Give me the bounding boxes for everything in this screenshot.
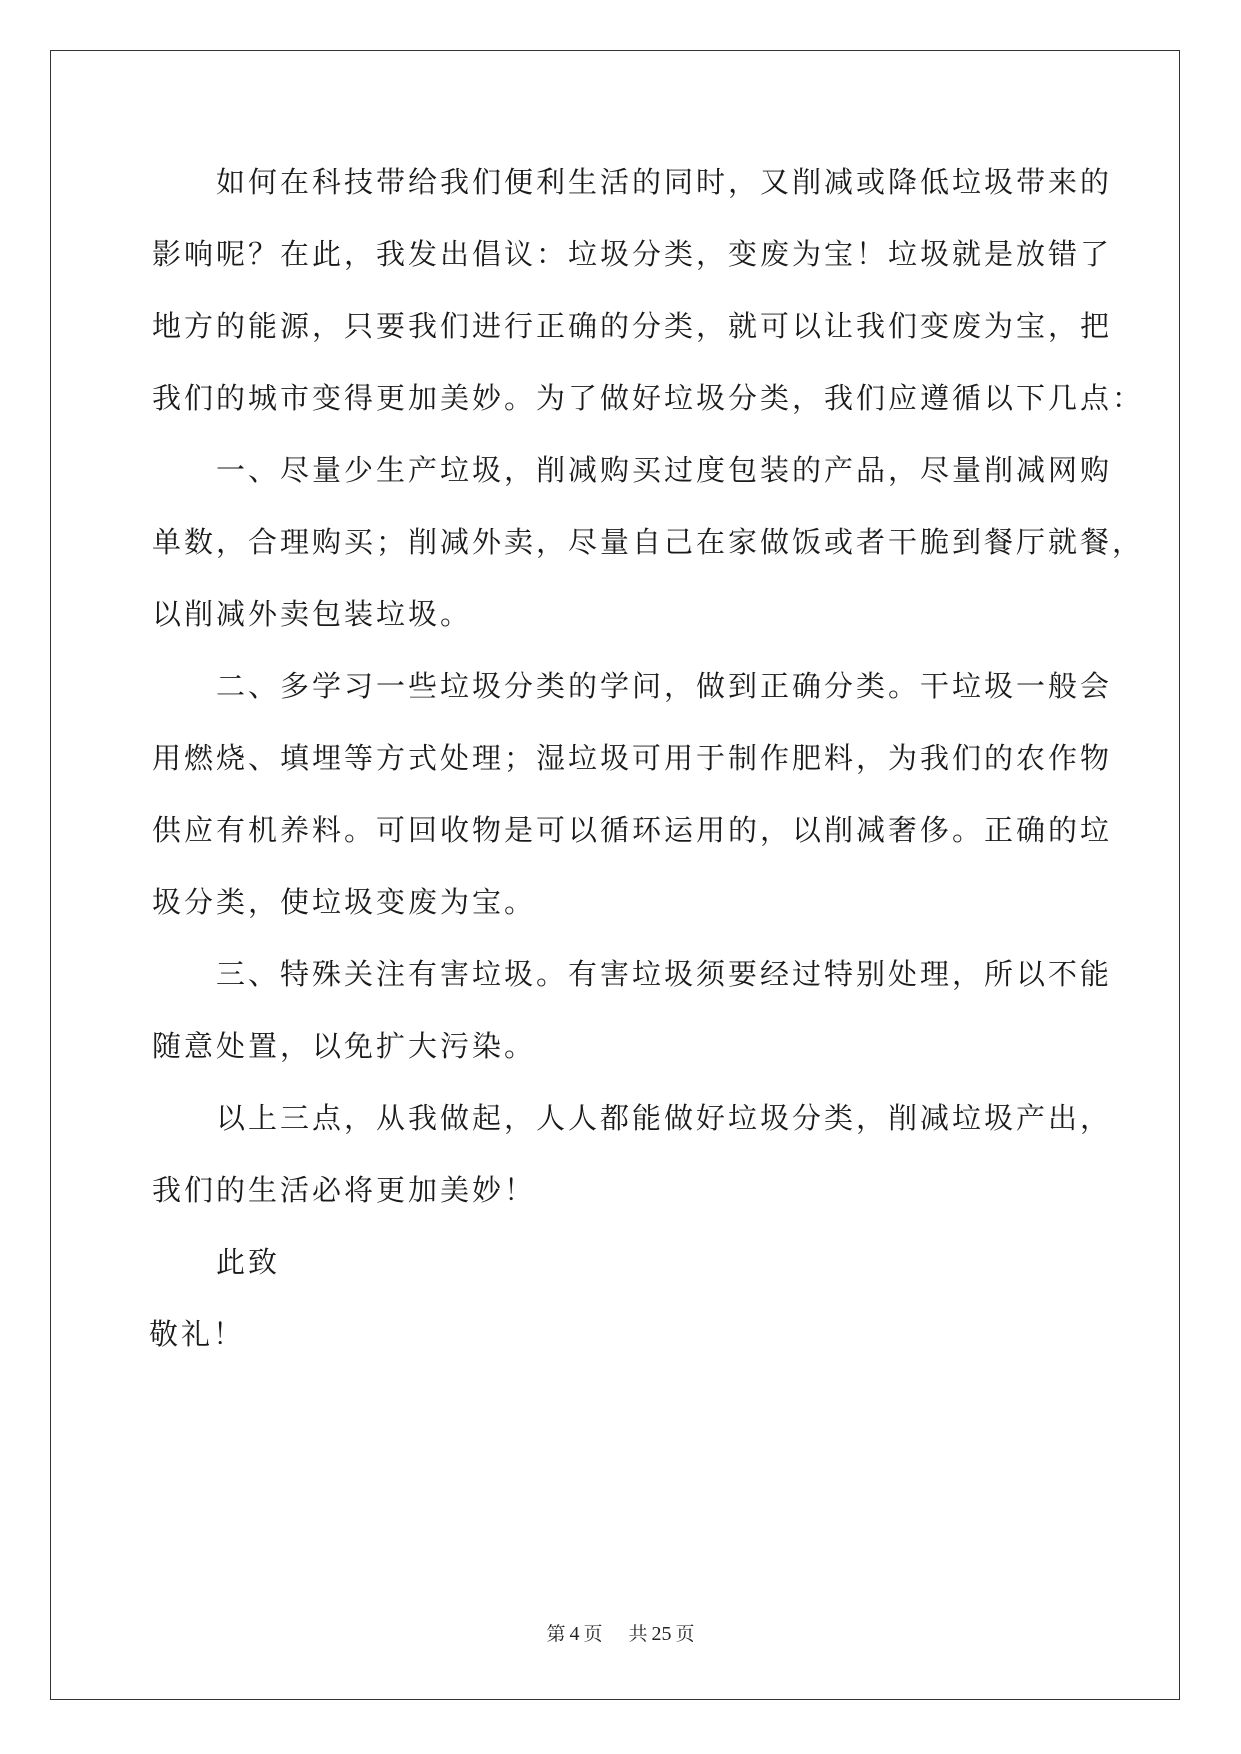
- total-suffix: 页: [675, 1624, 695, 1645]
- closing-salutation: 此致: [152, 1245, 281, 1279]
- paragraph-line: 圾分类，使垃圾变废为宝。: [152, 885, 537, 919]
- paragraph-line: 供应有机养料。可回收物是可以循环运用的，以削减奢侈。正确的垃: [152, 813, 1113, 847]
- total-prefix: 共: [628, 1624, 648, 1645]
- page-number: 4: [569, 1623, 580, 1645]
- paragraph-line: 如何在科技带给我们便利生活的同时，又削减或降低垃圾带来的: [152, 165, 1113, 199]
- paragraph-line: 地方的能源，只要我们进行正确的分类，就可以让我们变废为宝，把: [152, 309, 1113, 343]
- paragraph-line: 以削减外卖包装垃圾。: [152, 597, 473, 631]
- page-prefix: 第: [546, 1624, 566, 1645]
- total-pages: 25: [651, 1623, 672, 1645]
- page-border: [50, 50, 1180, 1700]
- paragraph-line: 影响呢？在此，我发出倡议：垃圾分类，变废为宝！垃圾就是放错了: [152, 237, 1113, 271]
- paragraph-line: 三、特殊关注有害垃圾。有害垃圾须要经过特别处理，所以不能: [152, 957, 1113, 991]
- paragraph-line: 一、尽量少生产垃圾，削减购买过度包装的产品，尽量削减网购: [152, 453, 1113, 487]
- paragraph-line: 单数，合理购买；削减外卖，尽量自己在家做饭或者干脆到餐厅就餐，: [152, 525, 1145, 559]
- paragraph-line: 二、多学习一些垃圾分类的学问，做到正确分类。干垃圾一般会: [152, 669, 1113, 703]
- paragraph-line: 用燃烧、填埋等方式处理；湿垃圾可用于制作肥料，为我们的农作物: [152, 741, 1113, 775]
- paragraph-line: 随意处置，以免扩大污染。: [152, 1029, 537, 1063]
- paragraph-line: 以上三点，从我做起，人人都能做好垃圾分类，削减垃圾产出，: [152, 1101, 1113, 1135]
- page-suffix: 页: [583, 1624, 603, 1645]
- page-footer: [0, 1619, 1241, 1646]
- paragraph-line: 我们的城市变得更加美妙。为了做好垃圾分类，我们应遵循以下几点：: [152, 381, 1145, 415]
- paragraph-line: 我们的生活必将更加美妙！: [152, 1173, 537, 1207]
- closing-regards: 敬礼！: [149, 1317, 246, 1351]
